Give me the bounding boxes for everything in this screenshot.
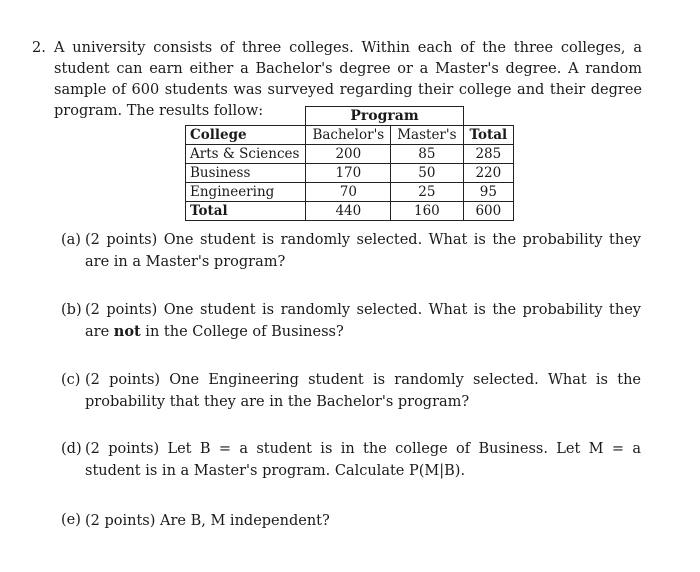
question-part-a bbox=[61, 230, 641, 273]
table-row bbox=[186, 164, 514, 183]
table-row bbox=[186, 183, 514, 202]
part-label: (a) bbox=[61, 232, 81, 248]
question-part-d bbox=[61, 439, 641, 482]
table-corner bbox=[186, 107, 306, 126]
part-text: (2 points) Let B = a student is in the college of Business. Let M = a student is in a Master's program. Calculate P(M|B). bbox=[85, 441, 641, 479]
column-header: College bbox=[186, 126, 306, 145]
table-corner-right bbox=[463, 107, 514, 126]
column-header: Master's bbox=[391, 126, 463, 145]
table-cell: Engineering bbox=[186, 183, 306, 202]
table-cell: 440 bbox=[306, 202, 391, 221]
problem-number: 2. bbox=[32, 40, 46, 56]
table-cell: Arts & Sciences bbox=[186, 145, 306, 164]
table-cell: 95 bbox=[463, 183, 514, 202]
contingency-table bbox=[185, 106, 514, 221]
part-label: (c) bbox=[61, 372, 81, 388]
table-cell: 50 bbox=[391, 164, 463, 183]
problem-stem: A university consists of three colleges. Within each of the three colleges, a student can earn either a Bachelor's degree or a Master's degree. A random sample of 600 students was surveyed regarding their college and their degree program. The results follow: bbox=[54, 40, 642, 119]
question-part-e bbox=[61, 510, 641, 532]
table-header-row bbox=[186, 126, 514, 145]
column-header: Bachelor's bbox=[306, 126, 391, 145]
table-group-header: Program bbox=[306, 107, 463, 126]
table-cell: 285 bbox=[463, 145, 514, 164]
part-text: (2 points) One student is randomly selected. What is the probability they are not in the College of Business? bbox=[85, 302, 641, 340]
part-text: (2 points) One student is randomly selected. What is the probability they are in a Master's program? bbox=[85, 232, 641, 270]
part-label: (b) bbox=[61, 302, 82, 318]
table-total-row bbox=[186, 202, 514, 221]
part-text: (2 points) Are B, M independent? bbox=[85, 513, 330, 529]
part-text: (2 points) One Engineering student is randomly selected. What is the probability that they are in the Bachelor's program? bbox=[85, 372, 641, 410]
table-cell: 85 bbox=[391, 145, 463, 164]
table-cell: Total bbox=[186, 202, 306, 221]
table-cell: 220 bbox=[463, 164, 514, 183]
question-part-c bbox=[61, 370, 641, 413]
table-cell: 200 bbox=[306, 145, 391, 164]
table-cell: 160 bbox=[391, 202, 463, 221]
table-cell: Business bbox=[186, 164, 306, 183]
table-row bbox=[186, 145, 514, 164]
table-cell: 70 bbox=[306, 183, 391, 202]
part-label: (e) bbox=[61, 512, 81, 528]
part-label: (d) bbox=[61, 441, 82, 457]
question-part-b bbox=[61, 300, 641, 343]
table-cell: 600 bbox=[463, 202, 514, 221]
table-cell: 25 bbox=[391, 183, 463, 202]
table-cell: 170 bbox=[306, 164, 391, 183]
column-header: Total bbox=[463, 126, 514, 145]
